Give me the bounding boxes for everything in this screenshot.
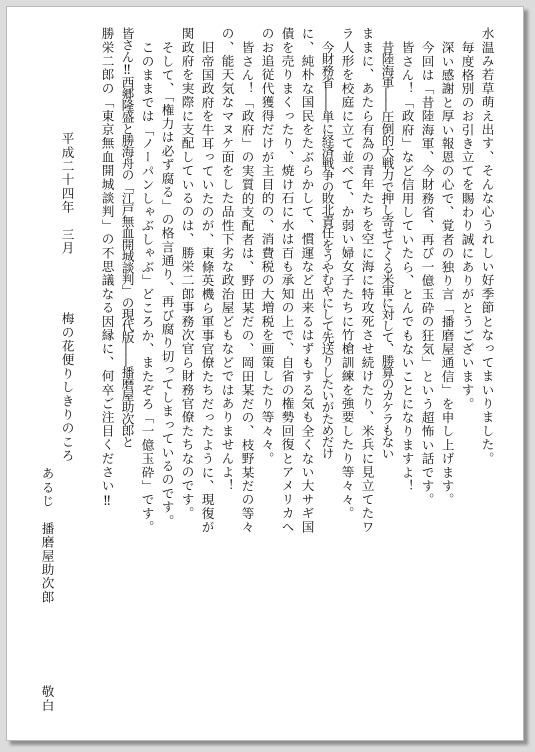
text-line-19: 皆さん‼西郷隆盛と勝海舟の「江戸無血開城談判」の現代版――播磨屋助次郎と	[119, 27, 135, 447]
text-line-11: 債を売りまくったり、焼け石に水は百も承知の上で、自省の権勢回復とアメリカへ	[279, 27, 295, 534]
letter-date: 平成二十四年 三月	[59, 132, 75, 256]
text-line-2: 毎度格別のお引き立てを賜わり誠にありがとうございます。	[459, 41, 475, 411]
text-line-7: ままに、あたら有為の青年たちを空に海に特攻死させ続けたり、米兵に見立てたワ	[359, 27, 375, 534]
text-line-16: 関政府を実際に支配しているのは、勝栄二郎事務次官ら財務官僚たちなのです。	[179, 27, 195, 521]
text-line-14: の、能天気なマヌケ面をした品性下劣な政治屋どもなどではありませんよ！	[219, 27, 235, 493]
text-line-18: このままでは「ノーパンしゃぶしゃぶ」どころか、またぞろ「一億玉砕」です。	[139, 41, 155, 535]
text-line-4: 今回は「昔陸海軍、今財務省、再び一億玉砕の狂気」という超怖い話です。	[419, 41, 435, 507]
text-line-13: 皆さん！「政府」の実質的支配者は、野田某だの、岡田某だの、枝野某だの等々	[239, 41, 255, 535]
text-line-3: 深い感謝と厚い報恩の心で、覚者の独り言「播磨屋通信」を申し上げます。	[439, 41, 455, 507]
text-line-1: 水温み若草萌え出す、そんな心うれしい好季節となってまいりました。	[479, 27, 495, 466]
text-line-5: 皆さん！「政府」など信用していたら、とんでもないことになりますよ！	[399, 41, 415, 494]
sender-name: あるじ 播磨屋助次郎	[39, 467, 55, 604]
text-line-20: 勝栄二郎の「東京無血開城談判」の不思議なる因縁に、何卒ご注目ください‼	[99, 27, 115, 509]
season-greeting: 梅の花便りしきりのころ	[59, 312, 75, 463]
text-line-12: のお追従代獲得だけが主目的の、消費税の大増税を画策したり等々々。	[259, 27, 275, 466]
text-line-9: 今財務省――単に経済戦争の敗北責任をうやむやにして先送りしたいがためだけ	[319, 41, 335, 459]
text-line-8: ラ人形を校庭に立て並べて、か弱い婦女子たちに竹槍訓練を強要したり等々々。	[339, 27, 355, 521]
text-line-15: 旧帝国政府を牛耳っていたのが、東條英機ら軍事官僚たちだったように、現復が	[199, 41, 215, 535]
text-line-6: 昔陸海軍――圧倒的大戦力で押し寄せてくる米軍に対して、勝算のカケラもない	[379, 41, 395, 459]
text-line-10: に、純朴な国民をたぶらかして、慣運など出来るはずもする気も全くない大サギ国	[299, 27, 315, 534]
closing-word: 敬白	[39, 685, 55, 713]
letter-sheet	[6, 6, 524, 741]
text-line-17: そして、「権力は必ず腐る」の格言通り、再び腐り切ってしまっているのです。	[159, 41, 175, 528]
